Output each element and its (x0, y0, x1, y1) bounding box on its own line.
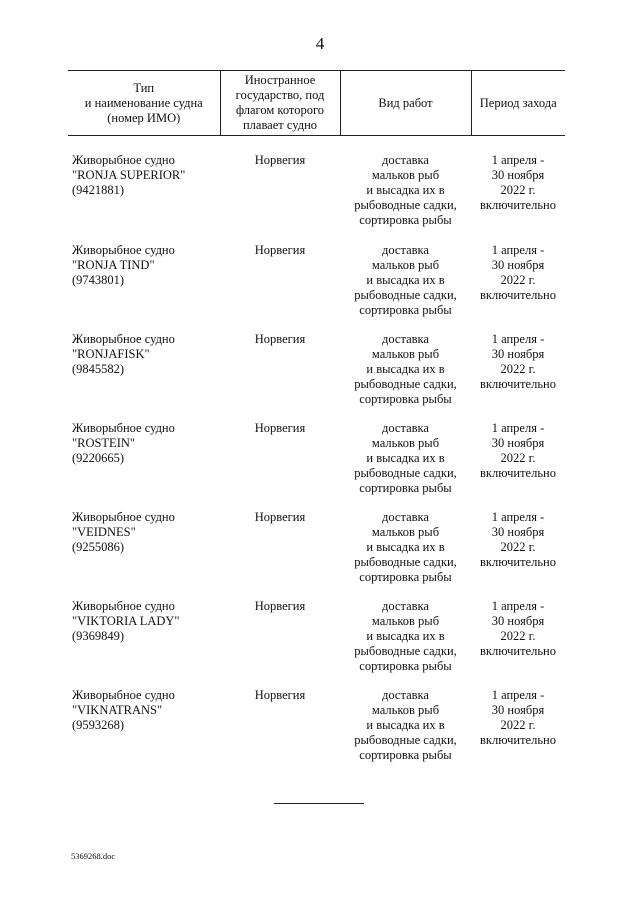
work-cell (340, 599, 471, 688)
vessel-line: (9369849) (72, 629, 125, 643)
period-line: 1 апреля - (491, 332, 545, 346)
work-line: рыбоводные садки, (354, 288, 457, 302)
table-body (68, 136, 565, 778)
work-line: мальков рыб (371, 168, 440, 182)
work-line: доставка (382, 688, 429, 702)
flag-cell (220, 332, 340, 421)
period-line: 2022 г. (500, 451, 536, 465)
flag-state: Норвегия (254, 153, 306, 167)
header-period (471, 71, 565, 136)
vessel-line: (9845582) (72, 362, 125, 376)
period-line: 30 ноября (491, 168, 545, 182)
flag-cell (220, 136, 340, 244)
vessel-line: (9255086) (72, 540, 125, 554)
work-line: сортировка рыбы (359, 392, 452, 406)
header-line: Тип (133, 80, 155, 95)
flag-cell (220, 510, 340, 599)
work-line: сортировка рыбы (359, 303, 452, 317)
header-line: флагом которого (235, 103, 325, 117)
period-line: включительно (480, 644, 556, 658)
work-line: и высадка их в (366, 362, 445, 376)
flag-state: Норвегия (254, 688, 306, 702)
work-line: и высадка их в (366, 540, 445, 554)
period-line: 1 апреля - (491, 510, 545, 524)
header-line: государство, под (235, 88, 325, 102)
period-cell (471, 136, 565, 244)
work-line: рыбоводные садки, (354, 644, 457, 658)
work-line: и высадка их в (366, 273, 445, 287)
vessel-line: "VIKTORIA LADY" (72, 614, 180, 628)
header-line: (номер ИМО) (107, 110, 181, 125)
period-line: 1 апреля - (491, 421, 545, 435)
work-cell (340, 421, 471, 510)
vessel-line: (9421881) (72, 183, 125, 197)
table-header (68, 71, 565, 136)
work-line: мальков рыб (371, 703, 440, 717)
vessel-line: (9220665) (72, 451, 125, 465)
flag-state: Норвегия (254, 332, 306, 346)
vessel-cell (68, 599, 220, 688)
work-line: и высадка их в (366, 629, 445, 643)
period-line: 30 ноября (491, 703, 545, 717)
period-line: 30 ноября (491, 614, 545, 628)
period-line: 30 ноября (491, 436, 545, 450)
vessel-cell (68, 136, 220, 244)
vessel-line: "ROSTEIN" (72, 436, 135, 450)
work-line: рыбоводные садки, (354, 198, 457, 212)
work-line: сортировка рыбы (359, 481, 452, 495)
period-line: включительно (480, 466, 556, 480)
period-cell (471, 510, 565, 599)
flag-state: Норвегия (254, 243, 306, 257)
header-flag-state (220, 71, 340, 136)
table-row (68, 599, 565, 688)
table-row (68, 332, 565, 421)
header-line: Иностранное (244, 73, 316, 87)
period-line: включительно (480, 555, 556, 569)
table-row (68, 510, 565, 599)
flag-cell (220, 688, 340, 777)
work-cell (340, 136, 471, 244)
header-line: Вид работ (378, 95, 433, 110)
page-number: 4 (315, 34, 325, 53)
vessel-line: Живорыбное судно (72, 510, 175, 524)
period-cell (471, 243, 565, 332)
period-cell (471, 421, 565, 510)
work-line: сортировка рыбы (359, 570, 452, 584)
period-cell (471, 688, 565, 777)
work-line: и высадка их в (366, 183, 445, 197)
work-line: рыбоводные садки, (354, 555, 457, 569)
period-cell (471, 599, 565, 688)
header-vessel-type (68, 71, 220, 136)
vessel-cell (68, 243, 220, 332)
work-line: мальков рыб (371, 525, 440, 539)
period-line: 2022 г. (500, 273, 536, 287)
work-line: сортировка рыбы (359, 659, 452, 673)
period-cell (471, 332, 565, 421)
period-line: включительно (480, 288, 556, 302)
flag-state: Норвегия (254, 599, 306, 613)
work-cell (340, 243, 471, 332)
vessel-line: Живорыбное судно (72, 421, 175, 435)
vessel-cell (68, 332, 220, 421)
document-id: 5369268.doc (71, 851, 116, 861)
vessel-line: Живорыбное судно (72, 332, 175, 346)
work-cell (340, 510, 471, 599)
period-line: 30 ноября (491, 347, 545, 361)
header-line: плавает судно (242, 118, 318, 132)
vessel-line: Живорыбное судно (72, 688, 175, 702)
work-line: сортировка рыбы (359, 213, 452, 227)
table-row (68, 421, 565, 510)
vessel-line: "VIKNATRANS" (72, 703, 163, 717)
period-line: 2022 г. (500, 362, 536, 376)
period-line: 30 ноября (491, 258, 545, 272)
header-line: и наименование судна (84, 95, 203, 110)
work-line: рыбоводные садки, (354, 733, 457, 747)
vessel-line: "RONJAFISK" (72, 347, 150, 361)
work-line: мальков рыб (371, 347, 440, 361)
vessel-line: "VEIDNES" (72, 525, 136, 539)
work-line: рыбоводные садки, (354, 466, 457, 480)
period-line: 30 ноября (491, 525, 545, 539)
flag-cell (220, 243, 340, 332)
vessel-line: Живорыбное судно (72, 153, 175, 167)
work-line: мальков рыб (371, 614, 440, 628)
period-line: 1 апреля - (491, 243, 545, 257)
table-row (68, 688, 565, 777)
header-work-type (340, 71, 471, 136)
work-line: доставка (382, 599, 429, 613)
work-line: доставка (382, 332, 429, 346)
vessel-line: (9593268) (72, 718, 125, 732)
period-line: 2022 г. (500, 540, 536, 554)
period-line: 1 апреля - (491, 688, 545, 702)
vessel-table (68, 70, 565, 777)
work-line: сортировка рыбы (359, 748, 452, 762)
work-line: доставка (382, 510, 429, 524)
work-cell (340, 332, 471, 421)
period-line: 1 апреля - (491, 153, 545, 167)
flag-cell (220, 599, 340, 688)
vessel-line: Живорыбное судно (72, 599, 175, 613)
header-row (68, 71, 565, 136)
vessel-cell (68, 421, 220, 510)
work-cell (340, 688, 471, 777)
flag-state: Норвегия (254, 421, 306, 435)
period-line: 2022 г. (500, 183, 536, 197)
period-line: включительно (480, 377, 556, 391)
header-line: Период захода (479, 95, 557, 110)
period-line: включительно (480, 733, 556, 747)
vessel-line: "RONJA TIND" (72, 258, 155, 272)
closing-divider (274, 803, 364, 804)
work-line: и высадка их в (366, 451, 445, 465)
work-line: мальков рыб (371, 436, 440, 450)
table-row (68, 136, 565, 244)
work-line: доставка (382, 243, 429, 257)
work-line: рыбоводные садки, (354, 377, 457, 391)
flag-cell (220, 421, 340, 510)
period-line: 2022 г. (500, 629, 536, 643)
work-line: доставка (382, 153, 429, 167)
vessel-cell (68, 510, 220, 599)
period-line: 1 апреля - (491, 599, 545, 613)
flag-state: Норвегия (254, 510, 306, 524)
work-line: мальков рыб (371, 258, 440, 272)
table-row (68, 243, 565, 332)
work-line: и высадка их в (366, 718, 445, 732)
vessel-line: "RONJA SUPERIOR" (72, 168, 186, 182)
vessel-cell (68, 688, 220, 777)
vessel-line: (9743801) (72, 273, 125, 287)
work-line: доставка (382, 421, 429, 435)
vessel-line: Живорыбное судно (72, 243, 175, 257)
period-line: включительно (480, 198, 556, 212)
period-line: 2022 г. (500, 718, 536, 732)
